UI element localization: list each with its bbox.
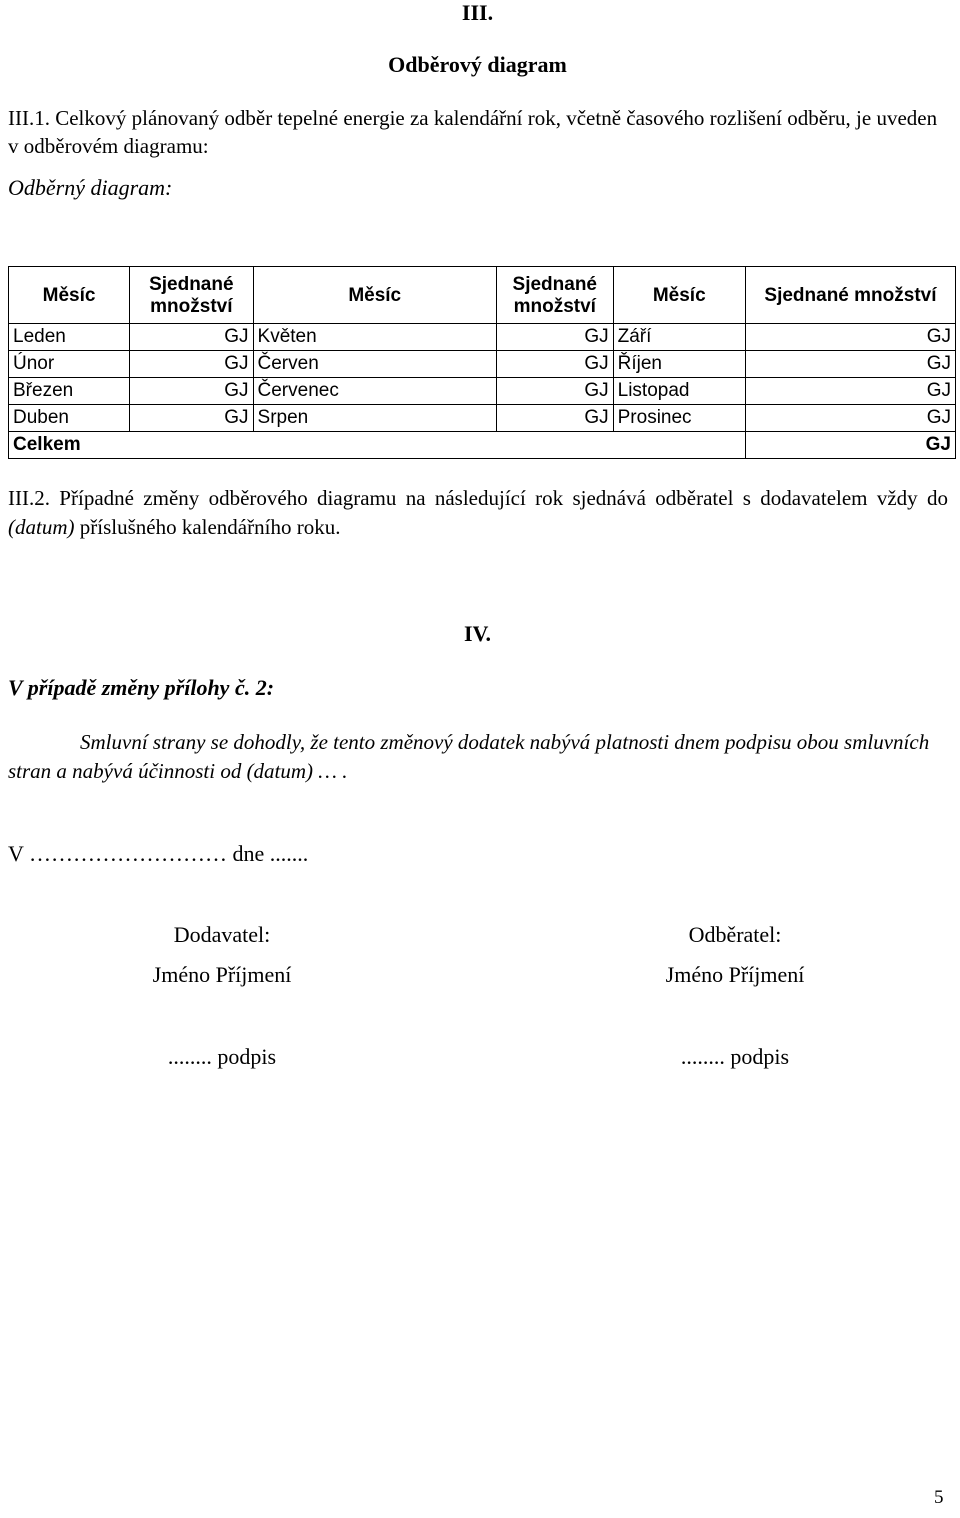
header-month-1: Měsíc <box>9 267 130 324</box>
section-3-heading: III. <box>461 0 494 25</box>
supplier-label: Dodavatel: <box>173 922 271 947</box>
unit-cell: GJ <box>496 324 613 351</box>
unit-cell: GJ <box>130 378 253 405</box>
month-cell: Duben <box>9 405 130 432</box>
total-label: Celkem <box>9 432 746 459</box>
unit-cell: GJ <box>130 405 253 432</box>
month-cell: Březen <box>9 378 130 405</box>
unit-cell: GJ <box>496 351 613 378</box>
supplier-signature: ........ podpis <box>167 1044 277 1069</box>
table-row <box>9 351 956 378</box>
table-row <box>9 324 956 351</box>
table-row <box>9 378 956 405</box>
unit-cell: GJ <box>745 351 955 378</box>
supplier-name: Jméno Příjmení <box>152 962 292 987</box>
unit-cell: GJ <box>130 351 253 378</box>
unit-cell: GJ <box>745 405 955 432</box>
total-unit: GJ <box>745 432 955 459</box>
paragraph-3-2-suffix: příslušného kalendářního roku. <box>74 515 341 539</box>
month-cell: Únor <box>9 351 130 378</box>
validity-paragraph: Smluvní strany se dohodly, že tento změnový dodatek nabývá platnosti dnem podpisu obou smluvních stran a nabývá účinnosti od (datum) … . <box>8 730 930 783</box>
unit-cell: GJ <box>496 378 613 405</box>
place-date-line: V ……………………… dne ....... <box>8 841 309 866</box>
date-placeholder: (datum) <box>8 515 75 539</box>
customer-signature: ........ podpis <box>680 1044 790 1069</box>
table-row <box>9 405 956 432</box>
month-cell: Říjen <box>613 351 745 378</box>
customer-label: Odběratel: <box>688 922 782 947</box>
month-cell: Září <box>613 324 745 351</box>
section-3-title: Odběrový diagram <box>388 52 567 77</box>
month-cell: Srpen <box>253 405 496 432</box>
header-month-3: Měsíc <box>613 267 745 324</box>
month-cell: Prosinec <box>613 405 745 432</box>
paragraph-3-1: III.1. Celkový plánovaný odběr tepelné energie za kalendářní rok, včetně časového rozlišení odběru, je uveden v odběrovém diagramu: <box>8 106 938 158</box>
header-month-2: Měsíc <box>253 267 496 324</box>
month-cell: Listopad <box>613 378 745 405</box>
month-cell: Květen <box>253 324 496 351</box>
unit-cell: GJ <box>745 378 955 405</box>
page-number: 5 <box>934 1487 944 1508</box>
header-quantity-1: Sjednané množství <box>130 267 253 324</box>
unit-cell: GJ <box>745 324 955 351</box>
table-header-row <box>9 267 956 324</box>
month-cell: Leden <box>9 324 130 351</box>
section-4-heading: IV. <box>463 621 492 646</box>
unit-cell: GJ <box>130 324 253 351</box>
change-label: V případě změny přílohy č. 2: <box>8 675 275 700</box>
month-cell: Červenec <box>253 378 496 405</box>
paragraph-3-2-text: III.2. Případné změny odběrového diagramu na následující rok sjednává odběratel s dodavatelem vždy do <box>8 486 948 510</box>
unit-cell: GJ <box>496 405 613 432</box>
month-cell: Červen <box>253 351 496 378</box>
diagram-label: Odběrný diagram: <box>8 175 173 200</box>
customer-name: Jméno Příjmení <box>665 962 805 987</box>
header-quantity-2: Sjednané množství <box>496 267 613 324</box>
header-quantity-3: Sjednané množství <box>745 267 955 324</box>
table-total-row <box>9 432 956 459</box>
consumption-diagram-table <box>8 266 956 459</box>
paragraph-3-2 <box>8 484 948 542</box>
